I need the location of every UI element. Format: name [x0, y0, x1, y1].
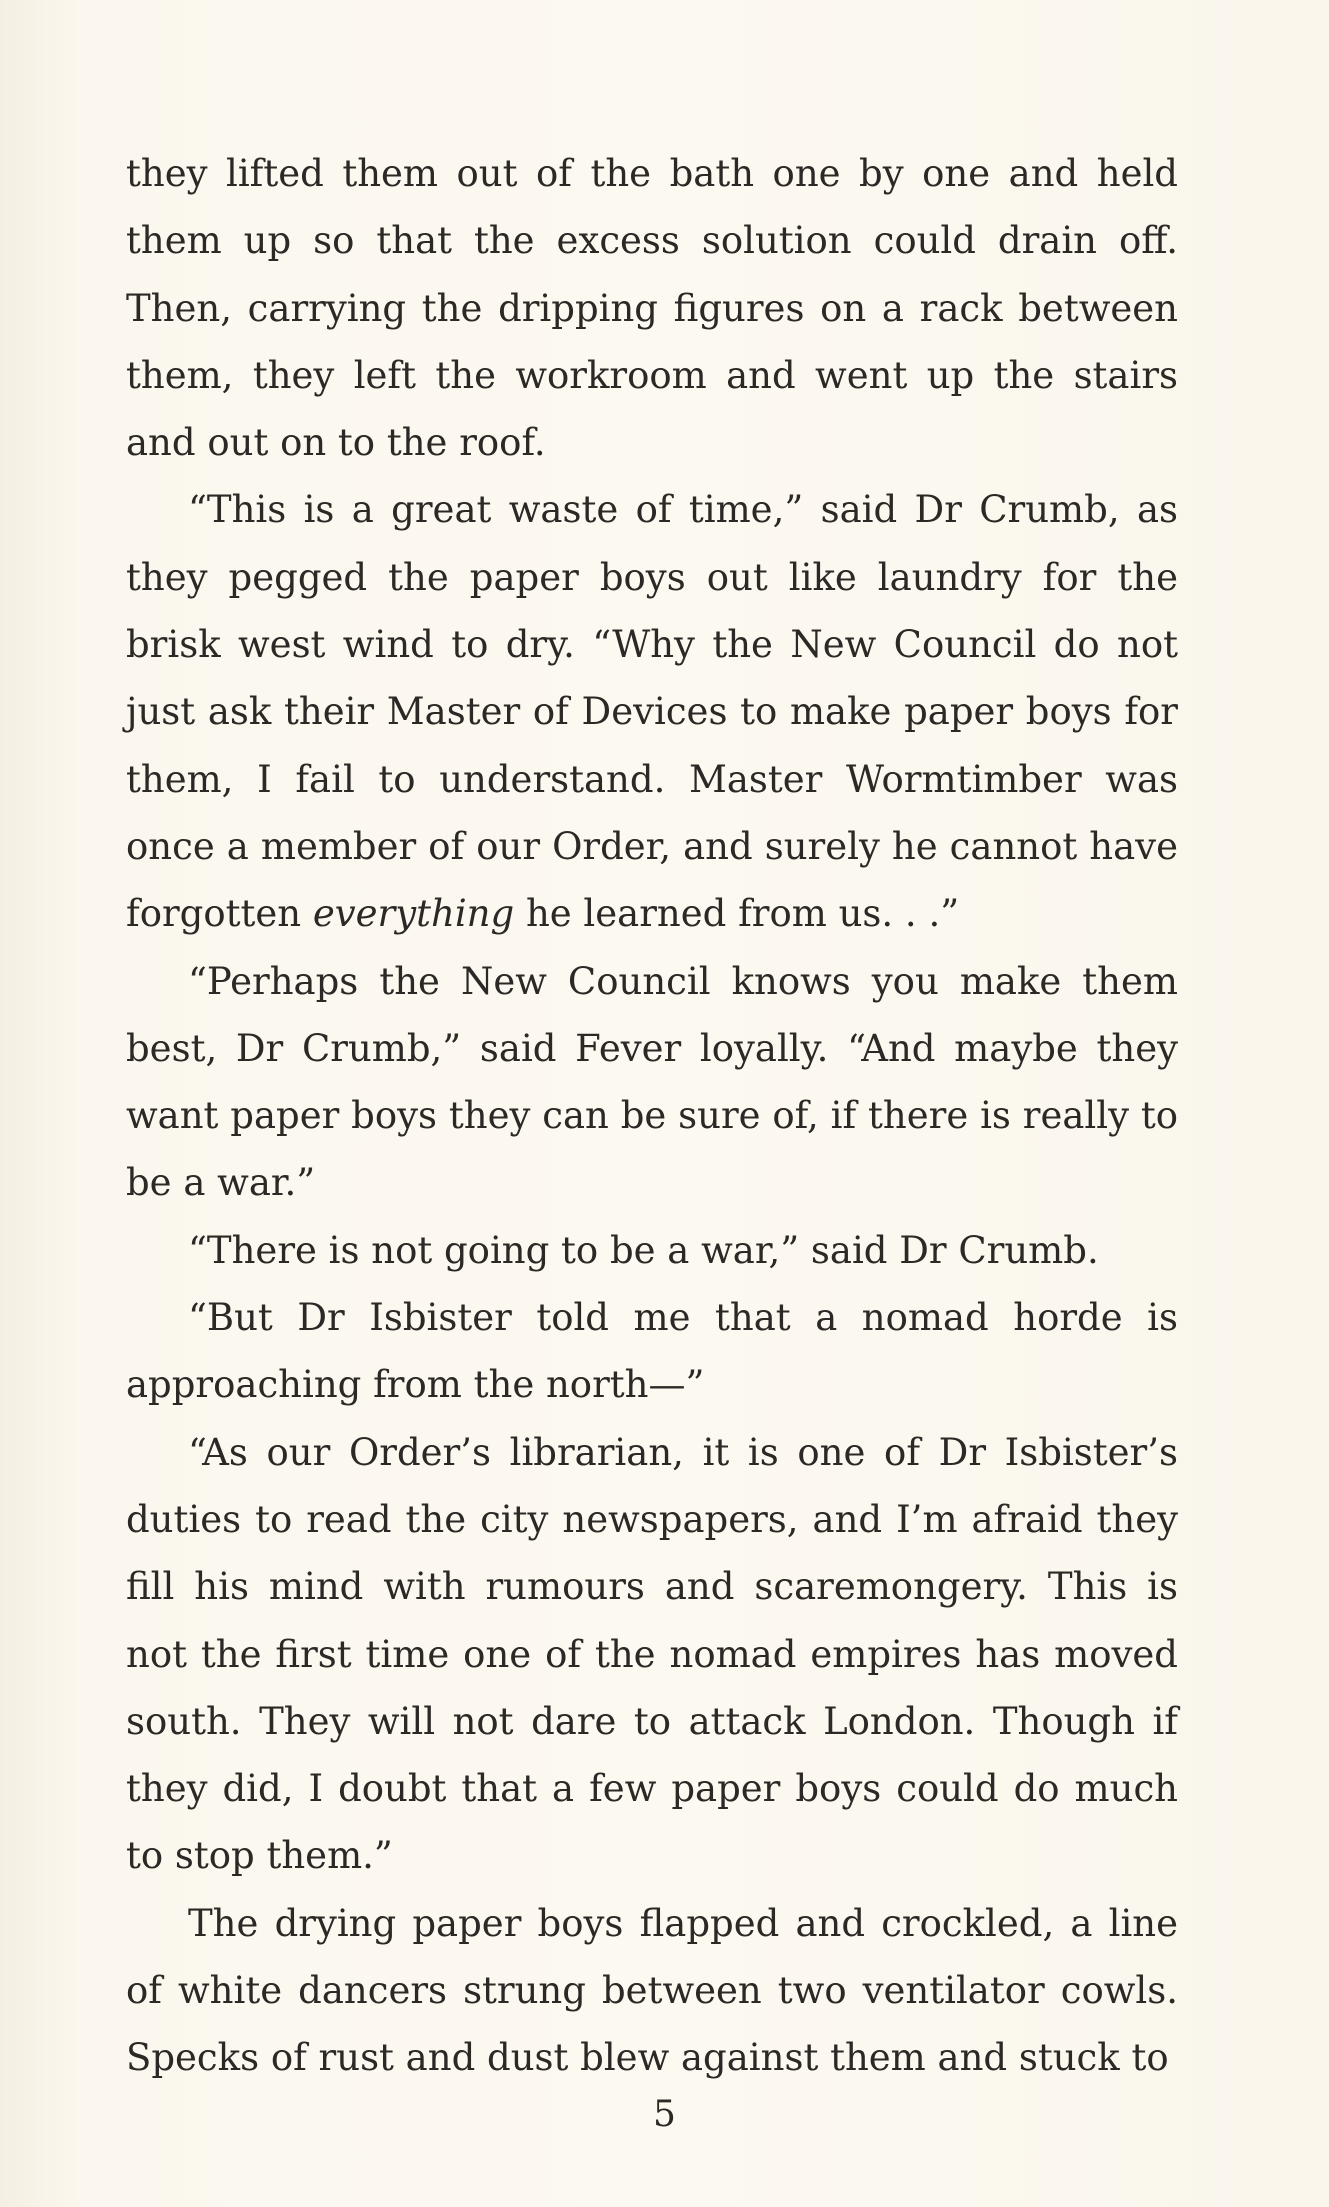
paragraph-2-italic-word: everything	[312, 892, 515, 936]
paragraph-2-text-b: he learned from us. . .”	[514, 892, 960, 936]
paragraph-2	[126, 476, 1178, 947]
paragraph-1	[126, 140, 1178, 476]
paragraph-5	[126, 1284, 1178, 1419]
paragraph-4	[126, 1217, 1178, 1284]
paragraph-5-text: “But Dr Isbister told me that a nomad horde is approaching from the north—”	[126, 1296, 1178, 1407]
body-text	[126, 140, 1178, 2092]
paragraph-7-text: The drying paper boys flapped and crockled, a line of white dancers strung between two ventilator cowls. Specks of rust and dust blew against them and stuck to	[126, 1901, 1178, 2080]
paragraph-1-text: they lifted them out of the bath one by one and held them up so that the excess solution could drain off. Then, carrying the dripping figures on a rack between them, they left the workroom and went up the stairs and out on to the roof.	[126, 152, 1178, 465]
paragraph-3	[126, 948, 1178, 1217]
paragraph-4-text: “There is not going to be a war,” said Dr Crumb.	[188, 1228, 1099, 1272]
page-number: 5	[653, 2094, 676, 2135]
paragraph-6	[126, 1419, 1178, 1890]
paragraph-3-text: “Perhaps the New Council knows you make them best, Dr Crumb,” said Fever loyally. “And maybe they want paper boys they can be sure of, if there is really to be a war.”	[126, 959, 1178, 1205]
paragraph-7	[126, 1890, 1178, 2092]
paragraph-6-text: “As our Order’s librarian, it is one of Dr Isbister’s duties to read the city newspapers, and I’m afraid they fill his mind with rumours and scaremongery. This is not the first time one of the nomad empires has moved south. They will not dare to attack London. Though if they did, I doubt that a few paper boys could do much to stop them.”	[126, 1430, 1178, 1878]
paragraph-2-text-a: “This is a great waste of time,” said Dr Crumb, as they pegged the paper boys out like laundry for the brisk west wind to dry. “Why the New Council do not just ask their Master of Devices to make paper boys for them, I fail to understand. Master Wormtimber was once a member of our Order, and surely he cannot have forgotten	[126, 488, 1178, 936]
